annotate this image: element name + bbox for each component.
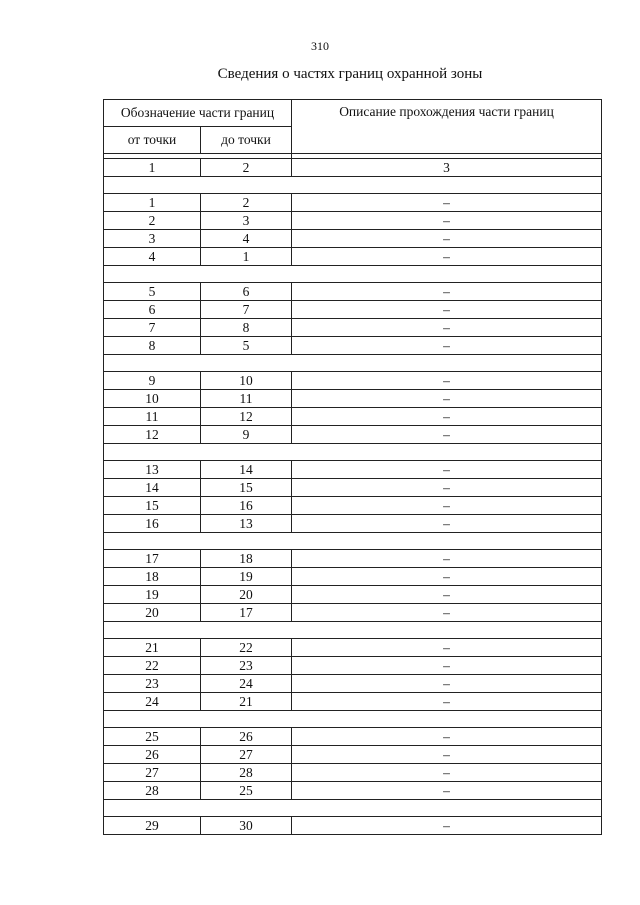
description-cell: – — [292, 764, 602, 782]
to-point-cell: 8 — [201, 319, 292, 337]
column-number-cell: 2 — [201, 159, 292, 177]
description-cell: – — [292, 675, 602, 693]
column-number-cell: 3 — [292, 159, 602, 177]
from-point-cell: 16 — [104, 515, 201, 533]
table-row — [104, 568, 602, 586]
to-point-cell: 30 — [201, 817, 292, 835]
table-row — [104, 550, 602, 568]
to-point-cell: 12 — [201, 408, 292, 426]
description-cell: – — [292, 408, 602, 426]
from-point-cell: 18 — [104, 568, 201, 586]
to-point-cell: 23 — [201, 657, 292, 675]
description-cell: – — [292, 515, 602, 533]
from-point-cell: 6 — [104, 301, 201, 319]
from-point-cell: 2 — [104, 212, 201, 230]
header-group-cell: Обозначение части границ — [104, 100, 292, 127]
table-row — [104, 212, 602, 230]
header-from-cell: от точки — [104, 127, 201, 154]
boundary-table — [103, 99, 602, 835]
column-number-cell: 1 — [104, 159, 201, 177]
header-row — [104, 100, 602, 127]
from-point-cell: 8 — [104, 337, 201, 355]
to-point-cell: 14 — [201, 461, 292, 479]
column-number-row — [104, 159, 602, 177]
table-row — [104, 372, 602, 390]
to-point-cell: 27 — [201, 746, 292, 764]
description-cell: – — [292, 817, 602, 835]
from-point-cell: 17 — [104, 550, 201, 568]
description-cell: – — [292, 586, 602, 604]
table-row — [104, 817, 602, 835]
page-number: 310 — [311, 39, 329, 53]
table-row — [104, 675, 602, 693]
to-point-cell: 16 — [201, 497, 292, 515]
table-row — [104, 764, 602, 782]
table-row — [104, 230, 602, 248]
from-point-cell: 26 — [104, 746, 201, 764]
from-point-cell: 7 — [104, 319, 201, 337]
separator-cell — [104, 533, 602, 550]
separator-cell — [104, 355, 602, 372]
from-point-cell: 1 — [104, 194, 201, 212]
to-point-cell: 17 — [201, 604, 292, 622]
from-point-cell: 13 — [104, 461, 201, 479]
separator-cell — [104, 800, 602, 817]
from-point-cell: 27 — [104, 764, 201, 782]
from-point-cell: 21 — [104, 639, 201, 657]
table-row — [104, 604, 602, 622]
table-row — [104, 426, 602, 444]
from-point-cell: 4 — [104, 248, 201, 266]
description-cell: – — [292, 461, 602, 479]
to-point-cell: 21 — [201, 693, 292, 711]
table-row — [104, 337, 602, 355]
description-cell: – — [292, 604, 602, 622]
from-point-cell: 23 — [104, 675, 201, 693]
description-cell: – — [292, 746, 602, 764]
description-cell: – — [292, 390, 602, 408]
to-point-cell: 6 — [201, 283, 292, 301]
table-row — [104, 283, 602, 301]
to-point-cell: 9 — [201, 426, 292, 444]
description-cell: – — [292, 372, 602, 390]
separator-cell — [104, 711, 602, 728]
header-desc-cell: Описание прохождения части границ — [292, 100, 602, 154]
table-row — [104, 390, 602, 408]
description-cell: – — [292, 194, 602, 212]
description-cell: – — [292, 550, 602, 568]
to-point-cell: 11 — [201, 390, 292, 408]
table-row — [104, 657, 602, 675]
from-point-cell: 20 — [104, 604, 201, 622]
table-row — [104, 461, 602, 479]
to-point-cell: 20 — [201, 586, 292, 604]
table-row — [104, 497, 602, 515]
group-separator-row — [104, 177, 602, 194]
to-point-cell: 26 — [201, 728, 292, 746]
to-point-cell: 10 — [201, 372, 292, 390]
description-cell: – — [292, 301, 602, 319]
group-separator-row — [104, 622, 602, 639]
to-point-cell: 28 — [201, 764, 292, 782]
group-separator-row — [104, 266, 602, 283]
to-point-cell: 19 — [201, 568, 292, 586]
from-point-cell: 14 — [104, 479, 201, 497]
from-point-cell: 9 — [104, 372, 201, 390]
header-to-cell: до точки — [201, 127, 292, 154]
to-point-cell: 7 — [201, 301, 292, 319]
from-point-cell: 10 — [104, 390, 201, 408]
description-cell: – — [292, 657, 602, 675]
group-separator-row — [104, 533, 602, 550]
to-point-cell: 13 — [201, 515, 292, 533]
from-point-cell: 11 — [104, 408, 201, 426]
table-row — [104, 408, 602, 426]
description-cell: – — [292, 568, 602, 586]
table-row — [104, 782, 602, 800]
table-row — [104, 515, 602, 533]
separator-cell — [104, 266, 602, 283]
group-separator-row — [104, 800, 602, 817]
group-separator-row — [104, 711, 602, 728]
table-row — [104, 728, 602, 746]
table-row — [104, 301, 602, 319]
from-point-cell: 5 — [104, 283, 201, 301]
from-point-cell: 28 — [104, 782, 201, 800]
description-cell: – — [292, 319, 602, 337]
from-point-cell: 12 — [104, 426, 201, 444]
description-cell: – — [292, 212, 602, 230]
separator-cell — [104, 177, 602, 194]
to-point-cell: 22 — [201, 639, 292, 657]
description-cell: – — [292, 497, 602, 515]
description-cell: – — [292, 693, 602, 711]
description-cell: – — [292, 479, 602, 497]
table-row — [104, 693, 602, 711]
table-row — [104, 479, 602, 497]
to-point-cell: 25 — [201, 782, 292, 800]
to-point-cell: 4 — [201, 230, 292, 248]
description-cell: – — [292, 782, 602, 800]
to-point-cell: 5 — [201, 337, 292, 355]
group-separator-row — [104, 355, 602, 372]
to-point-cell: 24 — [201, 675, 292, 693]
to-point-cell: 18 — [201, 550, 292, 568]
from-point-cell: 3 — [104, 230, 201, 248]
from-point-cell: 22 — [104, 657, 201, 675]
description-cell: – — [292, 639, 602, 657]
group-separator-row — [104, 444, 602, 461]
description-cell: – — [292, 248, 602, 266]
separator-cell — [104, 622, 602, 639]
table-row — [104, 194, 602, 212]
description-cell: – — [292, 728, 602, 746]
description-cell: – — [292, 337, 602, 355]
to-point-cell: 15 — [201, 479, 292, 497]
to-point-cell: 2 — [201, 194, 292, 212]
separator-cell — [104, 444, 602, 461]
table-row — [104, 319, 602, 337]
table-row — [104, 586, 602, 604]
to-point-cell: 3 — [201, 212, 292, 230]
from-point-cell: 19 — [104, 586, 201, 604]
table-row — [104, 746, 602, 764]
description-cell: – — [292, 426, 602, 444]
table-row — [104, 639, 602, 657]
description-cell: – — [292, 283, 602, 301]
from-point-cell: 15 — [104, 497, 201, 515]
page-title: Сведения о частях границ охранной зоны — [217, 66, 483, 82]
from-point-cell: 29 — [104, 817, 201, 835]
from-point-cell: 24 — [104, 693, 201, 711]
to-point-cell: 1 — [201, 248, 292, 266]
description-cell: – — [292, 230, 602, 248]
from-point-cell: 25 — [104, 728, 201, 746]
table-row — [104, 248, 602, 266]
